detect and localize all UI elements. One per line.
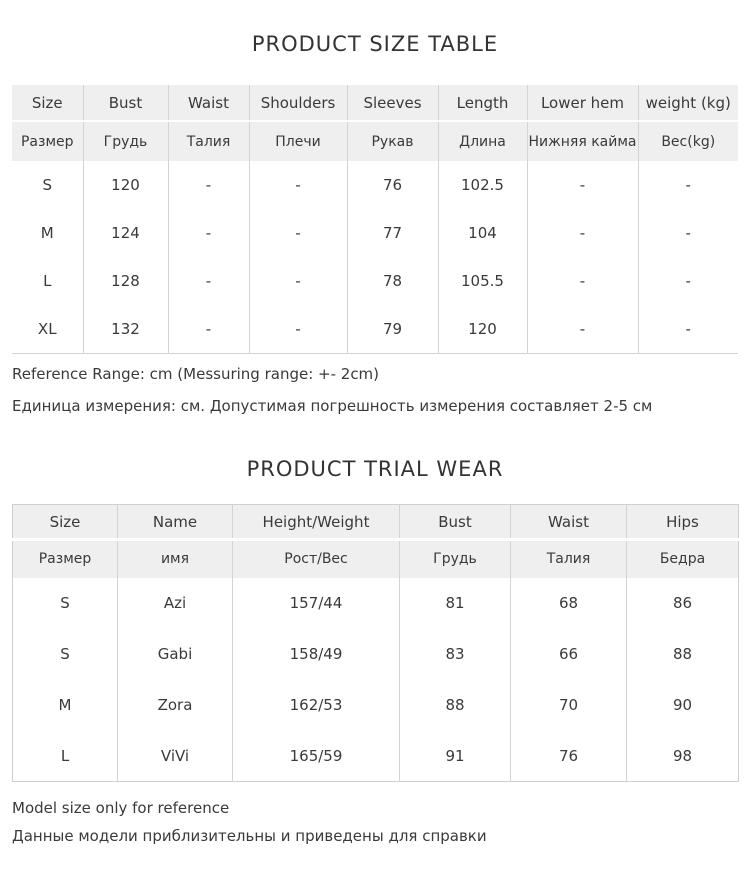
cell-shoulders: -: [249, 257, 347, 305]
cell-bust: 132: [83, 305, 168, 353]
cell-length: 104: [438, 209, 527, 257]
cell-size: L: [60, 746, 70, 765]
cell-sleeves: 79: [347, 305, 438, 353]
cell-sleeves: 78: [347, 257, 438, 305]
header-weight-ru: Вес(kg): [638, 121, 738, 161]
size-header-row-en: [12, 85, 738, 121]
header-bust-ru: Грудь: [83, 121, 168, 161]
header-hips-ru: Бедра: [627, 540, 739, 578]
size-note-ru: Единица измерения: см. Допустимая погрешность измерения составляет 2-5 см: [12, 397, 653, 415]
cell-lower-hem: -: [527, 305, 638, 353]
header-shoulders: Shoulders: [249, 85, 347, 121]
header-bust-ru: Грудь: [400, 540, 511, 578]
cell-name: ViVi: [118, 731, 233, 782]
header-waist-ru: Талия: [168, 121, 249, 161]
cell-waist: 66: [511, 629, 627, 680]
cell-height-weight: 158/49: [233, 629, 400, 680]
table-row: [12, 305, 738, 353]
size-table-title: PRODUCT SIZE TABLE: [251, 32, 499, 56]
cell-size: S: [60, 594, 70, 612]
cell-lower-hem: -: [527, 209, 638, 257]
table-row: [13, 680, 739, 731]
header-hips: Hips: [627, 505, 739, 540]
cell-size: XL: [12, 305, 83, 353]
cell-hips: 86: [627, 578, 739, 629]
cell-bust: 83: [400, 629, 511, 680]
size-header-row-ru: [12, 121, 738, 161]
cell-bust: 91: [400, 731, 511, 782]
table-row: [12, 257, 738, 305]
header-waist-ru: Талия: [511, 540, 627, 578]
table-row: [13, 578, 739, 629]
table-row: [13, 629, 739, 680]
cell-bust: 88: [400, 680, 511, 731]
header-bust: Bust: [83, 85, 168, 121]
trial-note-en: Model size only for reference: [12, 799, 230, 817]
header-name-ru: имя: [118, 540, 233, 578]
cell-height-weight: 157/44: [233, 578, 400, 629]
header-waist: Waist: [511, 505, 627, 540]
header-size: Size: [13, 505, 118, 540]
cell-name: Gabi: [118, 629, 233, 680]
header-size-ru: Размер: [13, 540, 118, 578]
cell-waist: 70: [511, 680, 627, 731]
header-size-ru: Размер: [12, 121, 83, 161]
cell-length: 102.5: [438, 161, 527, 209]
header-lower-hem: Lower hem: [527, 85, 638, 121]
cell-hips: 90: [627, 680, 739, 731]
table-row: [12, 209, 738, 257]
header-bust: Bust: [400, 505, 511, 540]
header-length-ru: Длина: [438, 121, 527, 161]
cell-waist: -: [168, 209, 249, 257]
cell-waist: 76: [511, 731, 627, 782]
cell-size: M: [12, 209, 83, 257]
header-lower-hem-ru: Нижняя кайма: [527, 121, 638, 161]
cell-lower-hem: -: [527, 257, 638, 305]
cell-waist: -: [168, 161, 249, 209]
cell-lower-hem: -: [527, 161, 638, 209]
cell-shoulders: -: [249, 209, 347, 257]
trial-note-ru: Данные модели приблизительны и приведены для справки: [12, 827, 487, 845]
cell-weight: -: [638, 257, 738, 305]
cell-bust: 120: [83, 161, 168, 209]
cell-waist: -: [168, 305, 249, 353]
cell-sleeves: 76: [347, 161, 438, 209]
cell-size: S: [60, 645, 70, 663]
table-row: [12, 161, 738, 209]
cell-sleeves: 77: [347, 209, 438, 257]
cell-size: L: [12, 257, 83, 305]
cell-name: Azi: [118, 578, 233, 629]
cell-length: 120: [438, 305, 527, 353]
cell-weight: -: [638, 161, 738, 209]
cell-hips: 98: [627, 731, 739, 782]
cell-waist: 68: [511, 578, 627, 629]
trial-header-row-en: [13, 505, 739, 540]
size-table: [12, 85, 738, 354]
cell-shoulders: -: [249, 161, 347, 209]
trial-table: [12, 504, 739, 782]
cell-weight: -: [638, 209, 738, 257]
header-length: Length: [438, 85, 527, 121]
cell-bust: 81: [400, 578, 511, 629]
cell-hips: 88: [627, 629, 739, 680]
cell-size: S: [12, 161, 83, 209]
header-height-weight: Height/Weight: [233, 505, 400, 540]
header-sleeves-ru: Рукав: [347, 121, 438, 161]
trial-table-title: PRODUCT TRIAL WEAR: [246, 457, 504, 481]
header-name: Name: [118, 505, 233, 540]
cell-size: M: [58, 696, 72, 714]
size-note-en: Reference Range: cm (Messuring range: +- 2cm): [12, 365, 380, 383]
cell-bust: 124: [83, 209, 168, 257]
header-shoulders-ru: Плечи: [249, 121, 347, 161]
table-row: [13, 731, 739, 782]
header-waist: Waist: [168, 85, 249, 121]
trial-header-row-ru: [13, 540, 739, 578]
cell-height-weight: 165/59: [233, 731, 400, 782]
header-weight: weight (kg): [638, 85, 738, 121]
cell-weight: -: [638, 305, 738, 353]
cell-waist: -: [168, 257, 249, 305]
header-size: Size: [12, 85, 83, 121]
header-height-weight-ru: Рост/Вес: [233, 540, 400, 578]
cell-height-weight: 162/53: [233, 680, 400, 731]
header-sleeves: Sleeves: [347, 85, 438, 121]
cell-shoulders: -: [249, 305, 347, 353]
cell-bust: 128: [83, 257, 168, 305]
cell-length: 105.5: [438, 257, 527, 305]
cell-name: Zora: [118, 680, 233, 731]
